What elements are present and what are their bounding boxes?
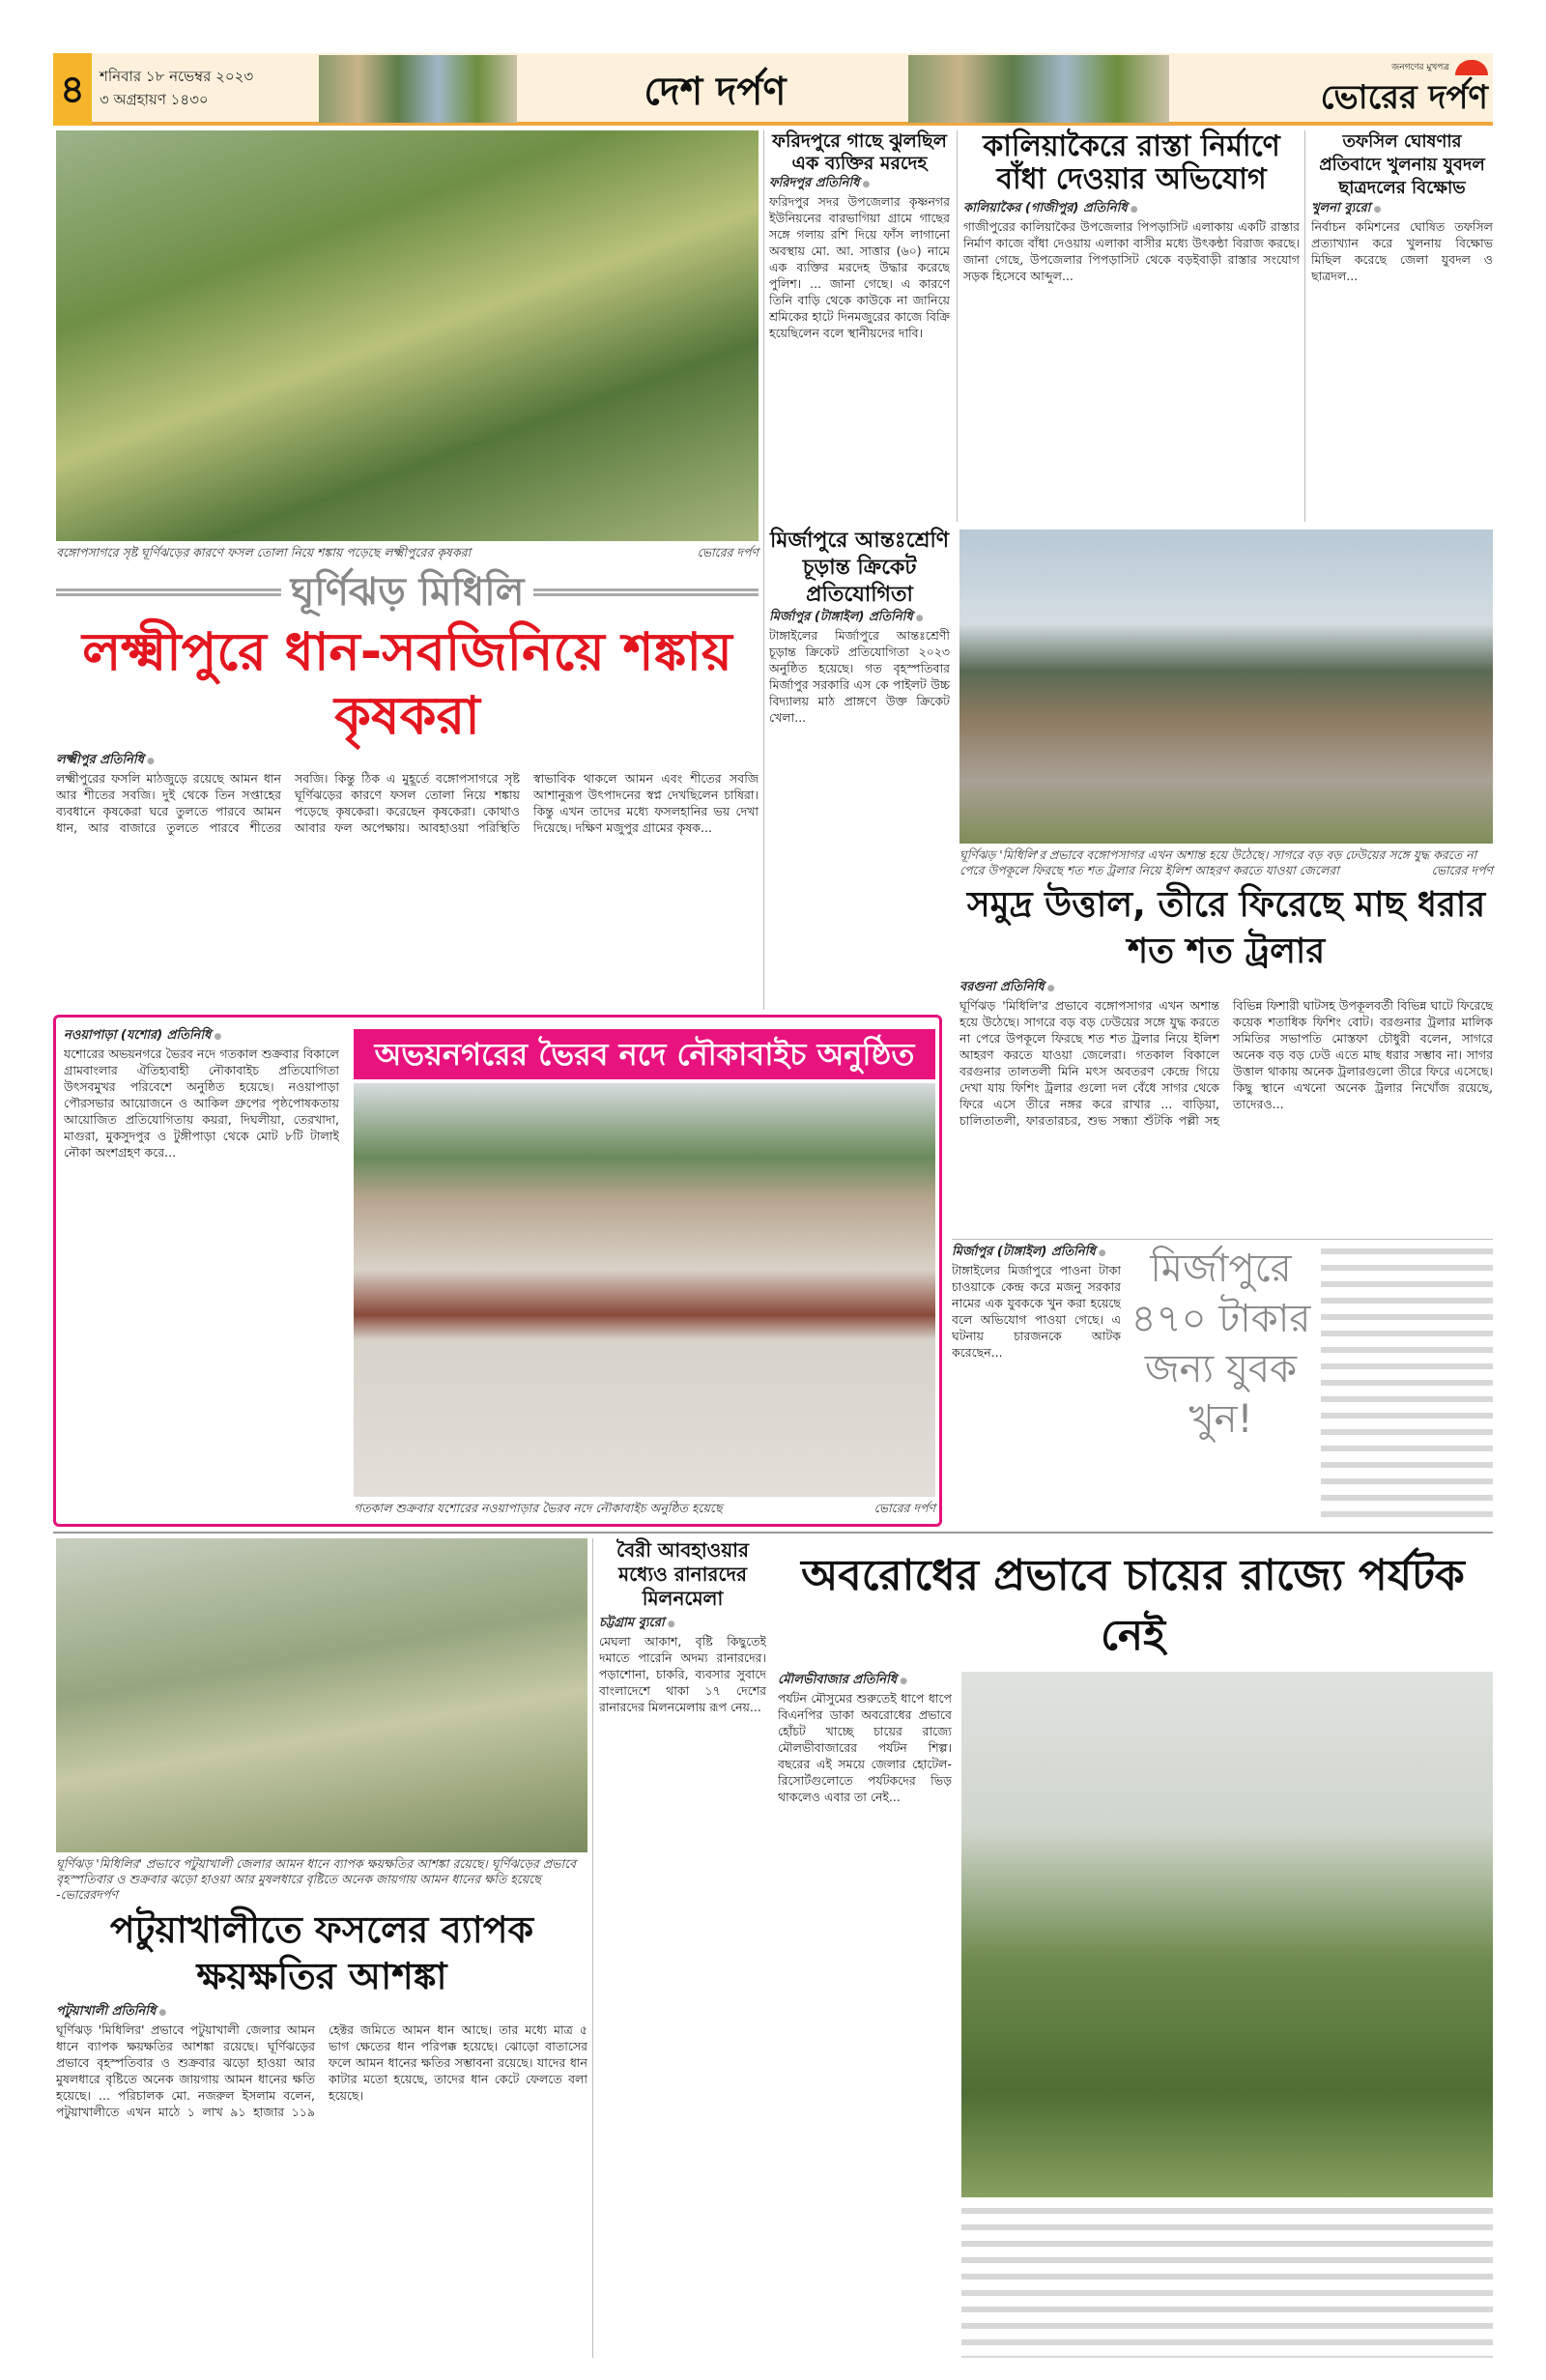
article-body: মেঘলা আকাশ, বৃষ্টি কিছুতেই দমাতে পারেনি অদম্য রানারদের। পড়াশোনা, চাকরি, ব্যবসার সুবাদে বাংলাদেশে থাকা ১৭ দেশের রানারদের মিলনমেলায় রূপ নেয়...: [599, 1634, 766, 1714]
boatrace-box: [53, 1015, 942, 1527]
byline: নওয়াপাড়া (যশোর) প্রতিনিধি ●: [64, 1027, 339, 1046]
lead-headline: লক্ষ্মীপুরে ধান-সবজিনিয়ে শঙ্কায় কৃষকরা: [82, 621, 732, 746]
middle-column: [763, 130, 950, 1010]
byline: মির্জাপুর (টাঙ্গাইল) প্রতিনিধি ●: [769, 609, 950, 627]
article-body: ঘূর্ণিঝড় 'মিধিলির' প্রভাবে পটুয়াখালী জেলার আমন ধানে ব্যাপক ক্ষয়ক্ষতির আশঙ্কা রয়েছে। ঘূর্ণিঝড়ের প্রভাবে বৃহস্পতিবার ও শুক্রবার ঝড়ো হাওয়া আর মুষলধারে বৃষ্টিতে অনেক জায়গায় আমন ধানের ক্ষতি হয়েছে। ... পরিচালক মো. নজরুল ইসলাম বলেন, পটুয়াখালীতে এখন মাঠে ১ লাখ ৯১ হাজার ১১৯ হেক্টর জমিতে আমন ধান আছে। তার মধ্যে মাত্র ৫ ভাগ ক্ষেতের ধান পরিপক্ক হয়েছে। ঝোড়ো বাতাসের ফলে আমন ধানের ক্ষতির সম্ভাবনা রয়েছে। যাদের ধান কাটার মতো হয়েছে, তাদের ধান কেটে ফেলতে বলা হয়েছে।: [56, 2022, 587, 2119]
article-body: পর্যটন মৌসুমের শুরুতেই ধাপে ধাপে বিএনপির ডাকা অবরোধের প্রভাবে হোঁচট খাচ্ছে চায়ের রাজ্যে মৌলভীবাজারের পর্যটন শিল্প। বছরের এই সময়ে জেলার হোটেল-রিসোর্টগুলোতে পর্যটকদের ভিড় থাকলেও এবার তা নেই...: [778, 1691, 952, 1804]
runners-headline: বৈরী আবহাওয়ার মধ্যেও রানারদের মিলনমেলা: [616, 1538, 749, 1610]
divider: [53, 1532, 1493, 1534]
caption-text: ঘূর্ণিঝড় 'মিধিলি'র প্রভাবে বঙ্গোপসাগর এখন অশান্ত হয়ে উঠেছে। সাগরে বড় বড় ঢেউয়ের সঙ্গে যুদ্ধ করতে না পেরে উপকূলে ফিরছে শত শত ট্রলার নিয়ে ইলিশ আহরণ করতে যাওয়া জেলেরা: [959, 847, 1477, 877]
boatrace-caption: [354, 1501, 935, 1516]
boatrace-visual: [354, 1029, 935, 1520]
article-body: গাজীপুরের কালিয়াকৈর উপজেলার পিপড়াসিট এলাকায় একটি রাস্তার নির্মাণ কাজে বাঁধা দেওয়ায় এলাকা বাসীর মধ্যে উৎকন্ঠা বিরাজ করছে। জানা গেছে, উপজেলার পিপড়াসিট থেকে বড়ইবাড়ী রাস্তার সংযোগ সড়ক হিসেবে আব্দুল...: [963, 219, 1300, 283]
date-bengali: ৩ অগ্রহায়ণ ১৪৩০: [100, 91, 209, 108]
section-title: দেশ দর্পণ: [644, 69, 787, 114]
photo-credit: ভোরের দর্পণ: [1431, 863, 1493, 877]
boatrace-headline: অভয়নগরের ভৈরব নদে নৌকাবাইচ অনুষ্ঠিত: [354, 1029, 935, 1079]
lead-article: [56, 752, 759, 1010]
newspaper-logo: [1179, 55, 1488, 120]
tea-article: [773, 1672, 952, 2358]
lead-kicker: ঘূর্ণিঝড় মিধিলি: [290, 570, 525, 615]
byline: পটুয়াখালী প্রতিনিধি ●: [56, 2003, 587, 2022]
logo-text: ভোরের দর্পণ: [1320, 78, 1488, 117]
article-body: লক্ষ্মীপুরের ফসলি মাঠজুড়ে রয়েছে আমন ধান আর শীতের সবজি। দুই থেকে তিন সপ্তাহের ব্যবধানে কৃষকেরা ঘরে তুলতে পারবে আমন ধান, আর বাজারে তুলতে পারবে শীতের সবজি। কিন্তু ঠিক এ মুহূর্তে বঙ্গোপসাগরে সৃষ্ট ঘূর্ণিঝড়ের কারণে ফসল তোলা নিয়ে শঙ্কায় পড়েছে কৃষকেরা। করেছেন কৃষকেরা। কোথাও আবার ফল অপেক্ষায়। আবহাওয়া পরিস্থিতি স্বাভাবিক থাকলে আমন এবং শীতের সবজি আশানুরূপ উৎপাদনের স্বপ্ন দেখছিলেন চাষিরা। কিন্তু এখন তাদের মধ্যে ফসলহানির ভয় দেখা দিয়েছে। দক্ষিণ মজুপুর গ্রামের কৃষক...: [56, 771, 759, 835]
article-body: টাঙ্গাইলের মির্জাপুরে পাওনা টাকা চাওয়াকে কেন্দ্র করে মজনু সরকার নামের এক যুবককে খুন করা হয়েছে বলে অভিযোগ পাওয়া গেছে। এ ঘটনায় চারজনকে আটক করেছেন...: [952, 1263, 1121, 1360]
tea-body-continued: [961, 2203, 1493, 2358]
patuakhali-caption: ঘূর্ণিঝড় 'মিধিলির' প্রভাবে পটুয়াখালী জেলার আমন ধানে ব্যাপক ক্ষয়ক্ষতির আশঙ্কা রয়েছে। ঘূর্ণিঝড়ের প্রভাবে বৃহস্পতিবার ও শুক্রবার ঝড়ো হাওয়া আর মুষলধারে বৃষ্টিতে অনেক জায়গায় আমন ধানের ক্ষতি হয়েছে -ভোরেরদর্পণ: [56, 1856, 577, 1902]
header-photo-strip-right: [908, 55, 1169, 123]
cricket-headline: মির্জাপুরে আন্তঃশ্রেণি চূড়ান্ত ক্রিকেট প্রতিযোগিতা: [769, 529, 950, 607]
lead-caption: [56, 545, 759, 560]
sun-icon: [1455, 60, 1488, 75]
byline: খুলনা ব্যুরো ●: [1311, 200, 1493, 218]
byline: ফরিদপুর প্রতিনিধি ●: [769, 175, 950, 193]
murder-headline: মির্জাপুরে ৪৭০ টাকার জন্য যুবক খুন!: [1131, 1247, 1311, 1442]
runners-article: [592, 1538, 766, 2358]
divider: [56, 588, 281, 596]
patuakhali-article: [56, 2003, 587, 2358]
lead-story: [56, 130, 759, 1010]
photo-credit: ভোরের দর্পণ: [697, 545, 759, 559]
article-body: ঘূর্ণিঝড় 'মিধিলি'র প্রভাবে বঙ্গোপসাগর এখন অশান্ত হয়ে উঠেছে। সাগরে বড় বড় ঢেউয়ের সঙ্গে যুদ্ধ করতে না পেরে উপকূলে ফিরছে শত শত ট্রলার নিয়ে ইলিশ আহরণ করতে যাওয়া জেলেরা। গতকাল বিকালে বরগুনার তালতলী মিনি মৎস অবতরণ কেন্দ্রে গিয়ে দেখা যায় ফিশিং ট্রলার গুলো দল বেঁধে সাগর থেকে ফিরে এসে তীরে নঙ্গর করে রাখার ... বাড়িয়া, চালিতাতলী, ফারতারচর, শুভ সন্ধ্যা শুঁটকি পল্লী সহ বিভিন্ন ফিশারী ঘাটসহ উপকূলবর্তী বিভিন্ন ঘাটে ফিরেছে কয়েক শতাধিক ফিশিং বোট। বরগুনার ট্রলার মালিক সমিতির সভাপতি মোস্তফা চৌধুরী বলেন, সাগরে অনেক বড় বড় ঢেউ এতে মাছ ধরার সম্ভাব না। সাগর উত্তাল থাকায় অনেক ট্রলারগুলো তীরে ফিরে এসেছে। কিছু স্থানে এখনো অনেক ট্রলার নিখোঁজ রয়েছে, তাদেরও...: [959, 998, 1493, 1128]
trawler-headline: সমুদ্র উত্তাল, তীরে ফিরেছে মাছ ধরার শত শত ট্রলার: [966, 885, 1486, 971]
patuakhali-headline: পটুয়াখালীতে ফসলের ব্যাপক ক্ষয়ক্ষতির আশঙ্কা: [109, 1908, 534, 1997]
article-body: নির্বাচন কমিশনের ঘোষিত তফসিল প্রত্যাখ্যান করে খুলনায় বিক্ষোভ মিছিল করেছে জেলা যুবদল ও ছাত্রদল...: [1311, 219, 1493, 283]
divider: [533, 588, 759, 596]
byline: মৌলভীবাজার প্রতিনিধি ●: [778, 1672, 952, 1690]
page-header: [53, 53, 1493, 126]
trawler-story: [959, 530, 1493, 1227]
caption-text: গতকাল শুক্রবার যশোরের নওয়াপাড়ার ভৈরব নদে নৌকাবাইচ অনুষ্ঠিত হয়েছে: [354, 1501, 723, 1515]
caption-text: বঙ্গোপসাগরে সৃষ্ট ঘূর্ণিঝড়ের কারণে ফসল তোলা নিয়ে শঙ্কায় পড়েছে লক্ষ্মীপুরের কৃষকরা: [56, 545, 472, 559]
tea-story: [773, 1546, 1493, 2358]
trawler-caption: [959, 847, 1493, 878]
khulna-article: [1304, 130, 1493, 522]
murder-text-col: [952, 1244, 1121, 1527]
byline: চট্টগ্রাম ব্যুরো ●: [599, 1615, 766, 1633]
boatrace-article: [64, 1027, 339, 1515]
trawler-photo: [959, 530, 1493, 844]
date-gregorian: শনিবার ১৮ নভেম্বর ২০২৩: [100, 68, 254, 85]
tea-right: [961, 1672, 1493, 2358]
byline: বরগুনা প্রতিনিধি ●: [959, 979, 1493, 997]
khulna-headline: তফসিল ঘোষণার প্রতিবাদে খুলনায় যুবদল ছাত্রদলের বিক্ষোভ: [1319, 131, 1485, 198]
header-photo-strip-left: [319, 55, 517, 123]
lead-kicker-row: [56, 568, 759, 617]
trawler-article: [959, 979, 1493, 1227]
date-block: [100, 65, 314, 111]
tea-headline: অবরোধের প্রভাবে চায়ের রাজ্যে পর্যটক নেই: [801, 1551, 1465, 1660]
logo-tagline: জনগণের মুখপত্র: [1391, 63, 1449, 72]
patuakhali-photo: [56, 1538, 587, 1852]
byline: মির্জাপুর (টাঙ্গাইল) প্রতিনিধি ●: [952, 1244, 1121, 1262]
photo-credit: ভোরের দর্পণ: [873, 1501, 935, 1515]
cricket-body: টাঙ্গাইলের মির্জাপুরে আন্তঃশ্রেণী চূড়ান্ত ক্রিকেট প্রতিযোগিতা ২০২৩ অনুষ্ঠিত হয়েছে। গত বৃহস্পতিবার মির্জাপুর সরকারি এস কে পাইলট উচ্চ বিদ্যালয় মাঠ প্রাঙ্গণে উক্ত ক্রিকেট খেলা...: [769, 628, 950, 725]
article-body: যশোরের অভয়নগরে ভৈরব নদে গতকাল শুক্রবার বিকালে গ্রামবাংলার ঐতিহ্যবাহী নৌকাবাইচ প্রতিযোগিতা উৎসবমুখর পরিবেশে অনুষ্ঠিত হয়েছে। নওয়াপাড়া পৌরসভার আয়োজনে ও আকিল গ্রুপের পৃষ্ঠপোষকতায় আয়োজিত প্রতিযোগিতায় কয়রা, দিঘলীয়া, তেরখাদা, মাগুরা, মুকসুদপুর ও টুঙ্গীপাড়া থেকে মোট ৮টি টালাই নৌকা অংশগ্রহণ করে...: [64, 1047, 339, 1160]
kaliakair-article: [957, 130, 1300, 522]
patuakhali-story: [56, 1538, 587, 2358]
faridpur-body: ফরিদপুর সদর উপজেলার কৃষ্ণনগর ইউনিয়নের বারভাগিয়া গ্রামে গাছের সঙ্গে গলায় রশি দিয়ে ফাঁস লাগানো অবস্থায় মো. আ. সাত্তার (৬০) নামে এক ব্যক্তির মরদেহ উদ্ধার করেছে পুলিশ। ... জানা গেছে। এ কারণে তিনি বাড়ি থেকে কাউকে না জানিয়ে শ্রমিকের হাটে দিনমজুরের কাজে বিক্রি হয়েছিলেন বলে স্থানীয়দের দাবি।: [769, 194, 950, 340]
byline: কালিয়াকৈর (গাজীপুর) প্রতিনিধি ●: [963, 200, 1300, 218]
byline: লক্ষ্মীপুর প্রতিনিধি ●: [56, 752, 759, 770]
lead-photo-crops: [56, 130, 759, 541]
faridpur-headline: ফরিদপুরে গাছে ঝুলছিল এক ব্যক্তির মরদেহ: [772, 130, 947, 174]
page-number: ৪: [53, 53, 92, 126]
murder-article: [952, 1239, 1493, 1527]
tea-garden-photo: [961, 1672, 1493, 2197]
tea-content: [773, 1672, 1493, 2358]
murder-body-continued: [1321, 1244, 1493, 1527]
kaliakair-headline: কালিয়াকৈরে রাস্তা নির্মাণে বাঁধা দেওয়ার অভিযোগ: [983, 129, 1280, 196]
boatrace-photo: [354, 1083, 935, 1497]
